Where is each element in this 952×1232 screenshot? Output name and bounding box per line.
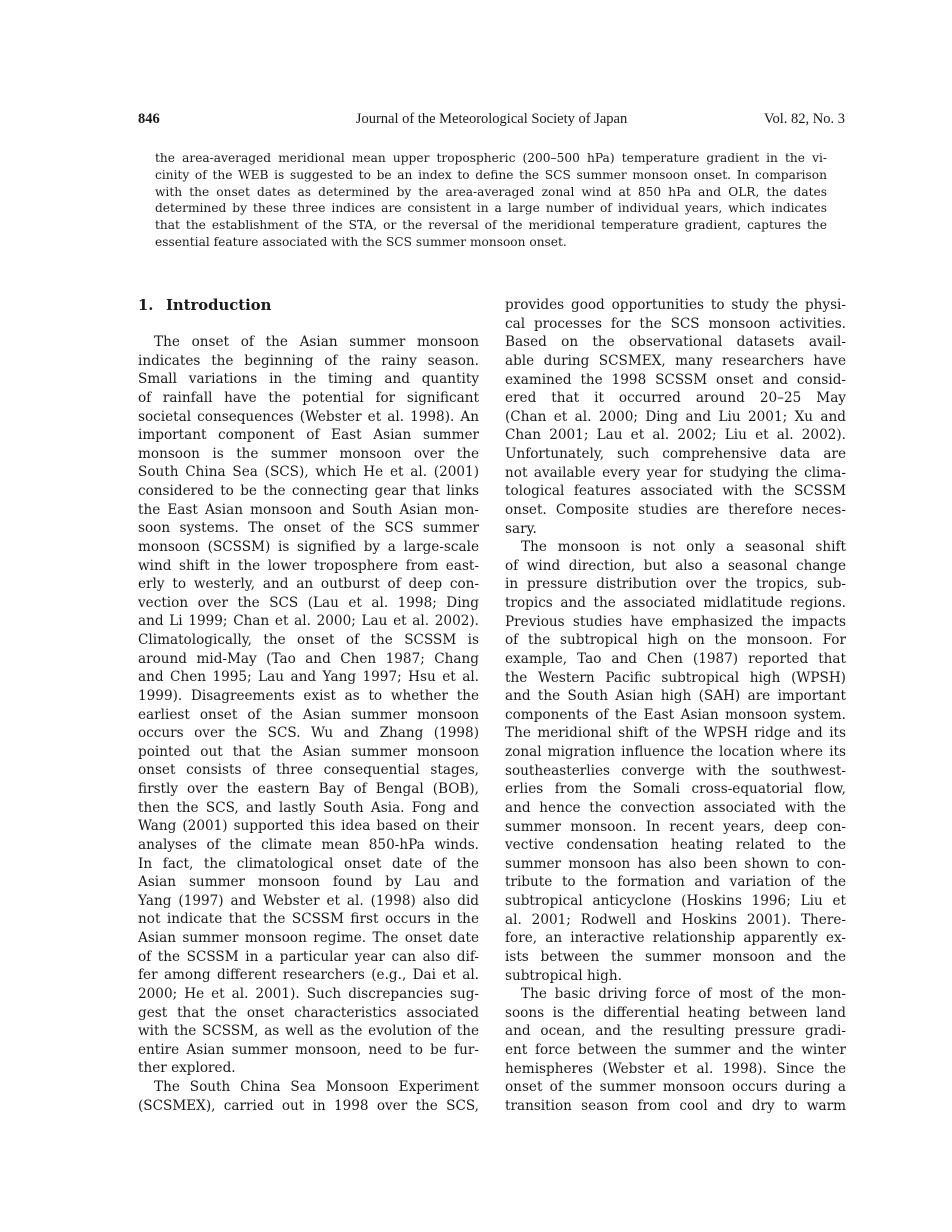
text-line: and hence the convection associated with the	[505, 799, 846, 816]
abstract-line: cinity of the WEB is suggested to be an index to define the SCS summer monsoon onset. In comparison	[155, 167, 827, 182]
text-line: summer monsoon has also been shown to con-	[505, 855, 846, 872]
text-line: monsoon (SCSSM) is signified by a large-scale	[138, 538, 479, 555]
text-line: The basic driving force of most of the mon-	[521, 986, 846, 1003]
text-line: occurs over the SCS. Wu and Zhang (1998)	[138, 725, 479, 742]
text-line: Climatologically, the onset of the SCSSM is	[138, 632, 479, 648]
right-column-body	[505, 296, 846, 1116]
text-line: and Chen 1995; Lau and Yang 1997; Hsu et al.	[138, 669, 479, 686]
text-line: earliest onset of the Asian summer monsoon	[138, 706, 479, 723]
abstract-line: essential feature associated with the SCS summer monsoon onset.	[155, 234, 567, 249]
text-line: of the subtropical high on the monsoon. For	[505, 632, 846, 649]
text-line: ent force between the summer and the winter	[505, 1042, 846, 1058]
volume-issue: Vol. 82, No. 3	[763, 111, 845, 127]
left-column-body	[138, 333, 479, 1115]
text-line: around mid-May (Tao and Chen 1987; Chang	[138, 650, 479, 667]
text-line: wind shift in the lower troposphere from east-	[138, 557, 479, 574]
text-line: soon systems. The onset of the SCS summer	[138, 520, 479, 537]
text-line: analyses of the climate mean 850-hPa winds.	[138, 836, 479, 853]
text-line: onset consists of three consequential stages,	[138, 762, 479, 779]
text-line: soons is the differential heating between land	[505, 1004, 846, 1021]
text-line: components of the East Asian monsoon system.	[505, 706, 846, 723]
text-line: erlies from the Somali cross-equatorial flow,	[505, 781, 846, 798]
text-line: In fact, the climatological onset date of the	[138, 855, 479, 872]
text-line: tological features associated with the SCSSM	[505, 483, 846, 500]
text-line: transition season from cool and dry to warm	[505, 1097, 846, 1114]
text-line: and the South Asian high (SAH) are important	[505, 688, 846, 705]
text-line: vection over the SCS (Lau et al. 1998; Ding	[138, 594, 479, 611]
text-line: southeasterlies converge with the southwest-	[505, 762, 846, 779]
text-line: firstly over the eastern Bay of Bengal (BOB),	[138, 781, 479, 797]
section-number: 1.	[138, 297, 154, 314]
text-line: ther explored.	[138, 1060, 236, 1077]
text-line: The South China Sea Monsoon Experiment	[154, 1079, 479, 1095]
abstract-line: determined by these three indices are consistent in a large number of individual years, which indicates	[155, 201, 827, 216]
text-line: with the SCSSM, as well as the evolution of the	[138, 1023, 479, 1040]
text-line: and Li 1999; Chan et al. 2000; Lau et al. 2002).	[138, 613, 479, 630]
text-line: 1999). Disagreements exist as to whether the	[138, 687, 479, 704]
text-line: of the SCSSM in a particular year can also dif-	[138, 948, 479, 965]
text-line: Based on the observational datasets avail-	[505, 334, 846, 351]
text-line: vective condensation heating related to the	[505, 837, 846, 854]
text-line: considered to be the connecting gear that links	[138, 483, 479, 499]
text-line: 2000; He et al. 2001). Such discrepancies sug-	[138, 985, 479, 1002]
text-line: (Chan et al. 2000; Ding and Liu 2001; Xu and	[505, 408, 846, 425]
text-line: ists between the summer monsoon and the	[505, 948, 846, 965]
text-line: South China Sea (SCS), which He et al. (2001)	[138, 464, 479, 481]
text-line: provides good opportunities to study the physi-	[505, 297, 846, 313]
text-line: not available every year for studying the clima-	[505, 464, 846, 481]
page-number: 846	[138, 111, 160, 127]
text-line: tropics and the associated midlatitude regions.	[505, 595, 846, 611]
text-line: of wind direction, but also a seasonal change	[505, 557, 846, 574]
abstract-line: with the onset dates as determined by the area-averaged zonal wind at 850 hPa and OLR, the dates	[155, 184, 827, 199]
text-line: subtropical high.	[505, 967, 622, 984]
text-line: indicates the beginning of the rainy season.	[138, 352, 479, 369]
text-line: entire Asian summer monsoon, need to be fur-	[138, 1041, 479, 1058]
text-line: in pressure distribution over the tropics, sub-	[505, 576, 846, 593]
text-line: The onset of the Asian summer monsoon	[154, 334, 479, 350]
text-line: fer among different researchers (e.g., Dai et al.	[138, 967, 479, 984]
text-line: Asian summer monsoon regime. The onset date	[138, 930, 479, 946]
text-line: monsoon is the summer monsoon over the	[138, 445, 479, 462]
text-line: gest that the onset characteristics associated	[138, 1004, 479, 1021]
abstract-line: that the establishment of the STA, or the reversal of the meridional temperature gradient, captures the	[155, 218, 827, 233]
text-line: important component of East Asian summer	[138, 427, 479, 444]
text-line: al. 2001; Rodwell and Hoskins 2001). There-	[505, 911, 846, 928]
abstract	[155, 149, 827, 250]
text-line: sary.	[505, 520, 537, 537]
right-column	[505, 296, 846, 1116]
text-line: ered that it occurred around 20–25 May	[505, 390, 846, 407]
text-line: example, Tao and Chen (1987) reported that	[505, 650, 846, 667]
text-line: erly to westerly, and an outburst of deep con-	[138, 576, 479, 593]
journal-title: Journal of the Meteorological Society of Japan	[355, 111, 628, 127]
text-line: The monsoon is not only a seasonal shift	[521, 539, 846, 556]
text-line: not indicate that the SCSSM first occurs in the	[138, 911, 479, 928]
abstract-line: the area-averaged meridional mean upper tropospheric (200–500 hPa) temperature gradient in the vi-	[155, 151, 827, 165]
text-line: The meridional shift of the WPSH ridge and its	[505, 725, 846, 742]
text-line: subtropical anticyclone (Hoskins 1996; Liu et	[505, 893, 846, 909]
text-line: Wang (2001) supported this idea based on their	[138, 818, 479, 835]
running-head	[138, 111, 845, 131]
text-line: onset. Composite studies are therefore neces-	[505, 501, 846, 518]
text-line: pointed out that the Asian summer monsoon	[138, 743, 479, 760]
left-column	[138, 296, 479, 1115]
text-line: fore, an interactive relationship apparently ex-	[505, 930, 846, 947]
section-title: Introduction	[166, 297, 272, 314]
text-line: then the SCS, and lastly South Asia. Fong and	[138, 799, 479, 816]
text-line: the East Asian monsoon and South Asian mon-	[138, 501, 479, 518]
text-line: able during SCSMEX, many researchers have	[505, 352, 846, 369]
text-line: the Western Pacific subtropical high (WPSH)	[505, 669, 846, 686]
text-line: hemispheres (Webster et al. 1998). Since the	[505, 1060, 846, 1077]
text-line: Chan 2001; Lau et al. 2002; Liu et al. 2002).	[505, 427, 846, 444]
text-line: Previous studies have emphasized the impacts	[505, 613, 846, 630]
text-line: Small variations in the timing and quantity	[138, 371, 479, 388]
text-line: cal processes for the SCS monsoon activities.	[505, 315, 846, 332]
text-line: onset of the summer monsoon occurs during a	[505, 1079, 846, 1096]
text-line: summer monsoon. In recent years, deep con-	[505, 818, 846, 835]
section-heading	[138, 296, 479, 333]
text-line: and ocean, and the resulting pressure gradi-	[505, 1023, 846, 1040]
text-line: Yang (1997) and Webster et al. (1998) also did	[138, 892, 479, 909]
text-line: examined the 1998 SCSSM onset and consid-	[505, 371, 846, 388]
text-line: of rainfall have the potential for significant	[138, 389, 479, 406]
text-line: tribute to the formation and variation of the	[505, 874, 846, 891]
text-line: (SCSMEX), carried out in 1998 over the SCS,	[138, 1097, 479, 1114]
text-line: Unfortunately, such comprehensive data are	[505, 446, 846, 462]
text-line: zonal migration influence the location where its	[505, 744, 846, 760]
text-line: societal consequences (Webster et al. 1998). An	[138, 408, 479, 425]
text-line: Asian summer monsoon found by Lau and	[138, 874, 479, 891]
